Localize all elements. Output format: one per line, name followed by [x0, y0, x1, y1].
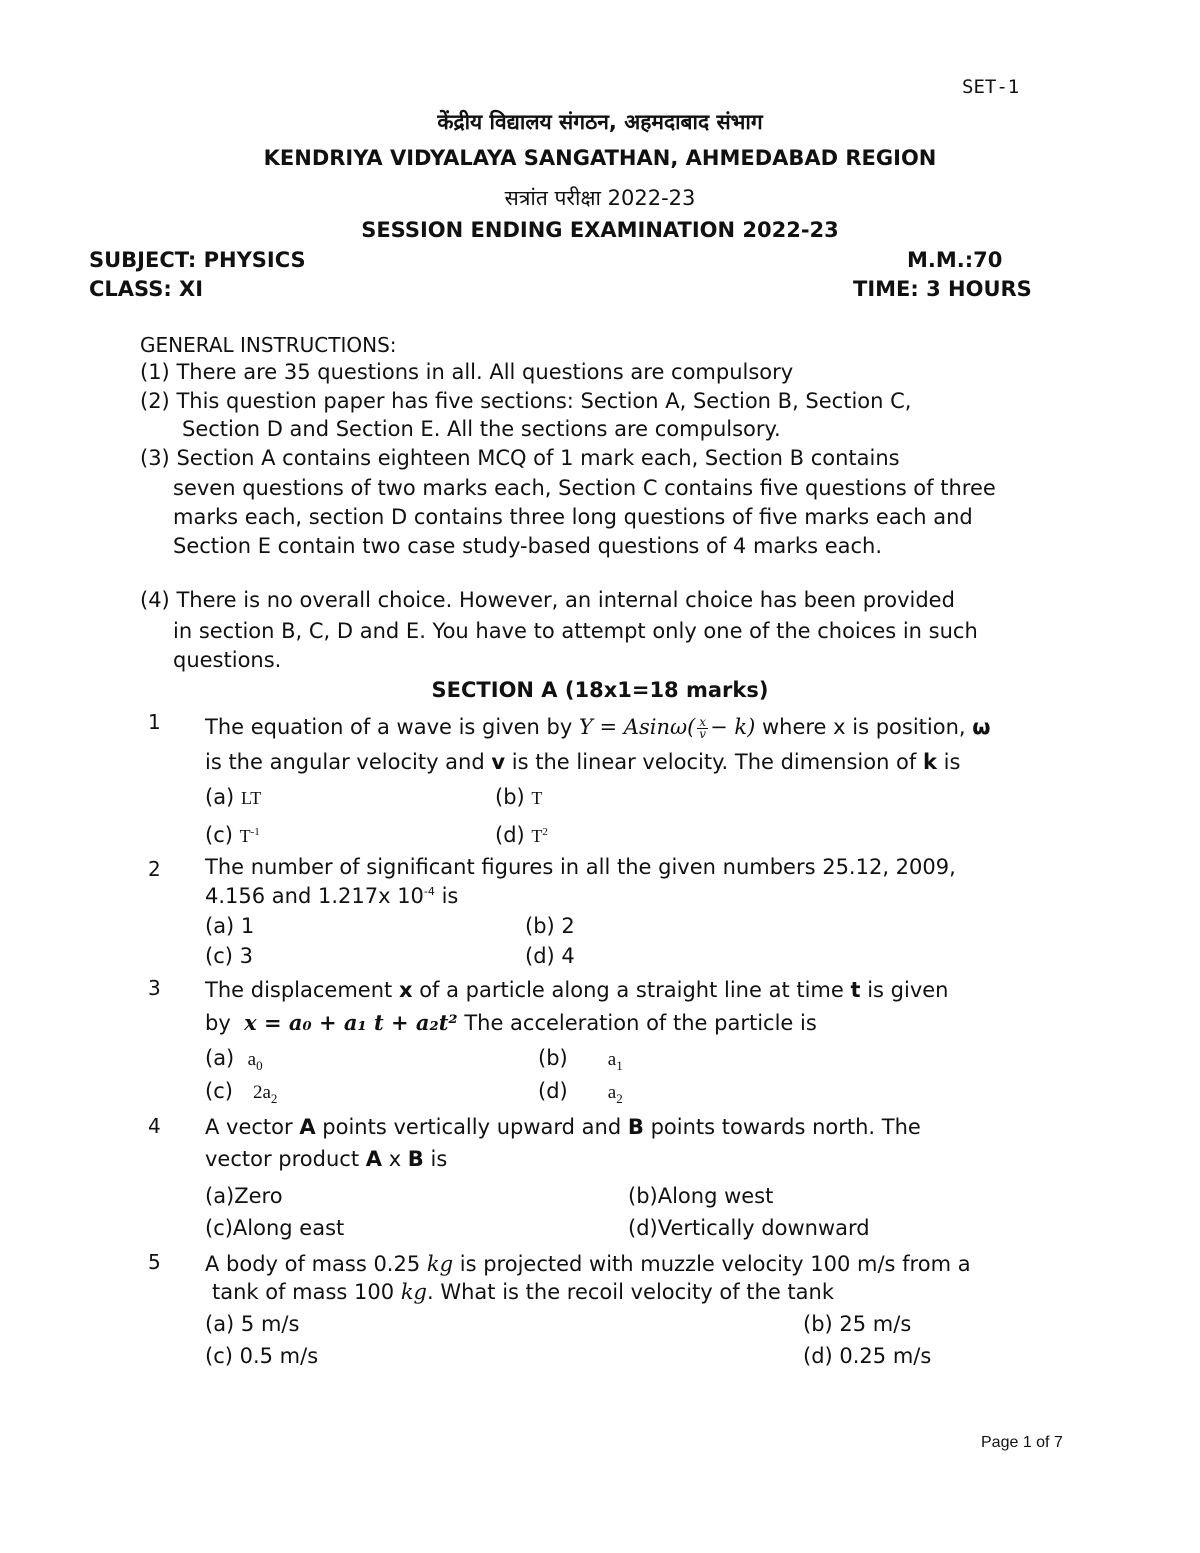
question-number: 4 [148, 1114, 161, 1138]
instruction-4-cont: in section B, C, D and E. You have to attempt only one of the choices in such questions. [173, 619, 978, 672]
question-text: The displacement [205, 978, 393, 1002]
equation-lhs: Y = Asinω( [578, 715, 696, 739]
question-4-line-1 [205, 1115, 921, 1139]
instructions-title: GENERAL INSTRUCTIONS: [140, 333, 397, 357]
question-2-line-2 [205, 884, 458, 908]
question-text: is given [867, 978, 949, 1002]
option-subscript: 1 [616, 1057, 623, 1073]
max-marks: M.M.:70 [907, 248, 1003, 272]
question-text: The acceleration of the particle is [464, 1011, 817, 1035]
vector-a: A [299, 1115, 316, 1139]
question-text: is [943, 750, 961, 774]
question-number: 1 [148, 710, 161, 734]
option-value: T [531, 788, 543, 808]
option-value: T [239, 826, 251, 846]
question-5-line-2 [212, 1280, 834, 1304]
option-d [538, 1079, 623, 1107]
vector-a: A [365, 1147, 383, 1171]
option-a [205, 1046, 263, 1074]
fraction-denominator: v [699, 727, 707, 741]
section-a-title: SECTION A (18x1=18 marks) [431, 678, 769, 702]
question-4-line-2 [205, 1147, 447, 1171]
time: TIME: 3 HOURS [853, 277, 1032, 301]
option-a: (a)Zero [205, 1184, 283, 1208]
question-1-line-1 [205, 715, 991, 740]
option-value: LT [240, 788, 262, 808]
question-text: is [430, 1147, 448, 1171]
option-value: a [607, 1082, 617, 1103]
instruction-text: There are 35 questions in all. All questions are compulsory [176, 360, 794, 384]
question-2-line-1: The number of significant figures in all the given numbers 25.12, 2009, [205, 855, 956, 879]
option-label: (c) [205, 823, 233, 847]
option-value: a [607, 1049, 617, 1070]
option-b [538, 1046, 623, 1074]
question-text: A vector [205, 1115, 293, 1139]
question-text: points towards north. The [650, 1115, 921, 1139]
option-subscript: 2 [616, 1090, 623, 1106]
option-label: (a) [205, 785, 235, 809]
option-b [495, 785, 542, 809]
option-value: 2a [252, 1082, 271, 1103]
cross-symbol: x [382, 1147, 408, 1171]
option-c [205, 823, 260, 847]
question-text: is the angular velocity and [205, 750, 485, 774]
class: CLASS: XI [89, 277, 204, 301]
question-text: of a particle along a straight line at time [419, 978, 844, 1002]
page-number: Page 1 of 7 [981, 1434, 1063, 1451]
option-c: (c) 3 [205, 944, 253, 968]
instruction-text: Section A contains eighteen MCQ of 1 mark each, Section B contains [176, 446, 900, 470]
instruction-2-cont: Section D and Section E. All the sections are compulsory. [182, 417, 781, 441]
question-text: points vertically upward and [322, 1115, 622, 1139]
option-d: (d)Vertically downward [628, 1216, 870, 1240]
instruction-3 [140, 446, 900, 470]
option-superscript: -1 [250, 826, 260, 838]
option-value: a [247, 1049, 257, 1070]
option-d: (d) 0.25 m/s [803, 1344, 932, 1368]
question-text: A body of mass 0.25 [205, 1252, 421, 1276]
omega-symbol: ω [972, 715, 991, 739]
question-text: where x is position, [761, 715, 966, 739]
displacement-equation: x = a₀ + a₁ t + a₂t² [244, 1010, 458, 1035]
question-text: is projected with muzzle velocity 100 m/s from a [459, 1252, 971, 1276]
question-1-line-2 [205, 750, 960, 774]
vector-b: B [407, 1147, 424, 1171]
question-number: 3 [148, 976, 161, 1000]
unit-kg: kg [426, 1252, 454, 1276]
equation-rhs: − k) [710, 715, 756, 739]
option-superscript: 2 [542, 826, 548, 838]
subject: SUBJECT: PHYSICS [89, 248, 306, 272]
v-symbol: v [491, 750, 506, 774]
option-c: (c) 0.5 m/s [205, 1344, 319, 1368]
option-c: (c)Along east [205, 1216, 345, 1240]
question-text: is [434, 884, 459, 908]
option-b: (b)Along west [628, 1184, 774, 1208]
option-label: (b) [538, 1046, 568, 1070]
instruction-num: (2) [140, 389, 170, 413]
question-text: by [205, 1011, 231, 1035]
hindi-exam-title: सत्रांत परीक्षा 2022-23 [504, 186, 696, 210]
question-number: 5 [148, 1250, 161, 1274]
set-label: SET-1 [962, 76, 1020, 98]
instruction-1 [140, 360, 793, 384]
fraction-numerator: x [699, 715, 707, 729]
question-text: . What is the recoil velocity of the tank [427, 1280, 834, 1304]
question-text: is the linear velocity. The dimension of [511, 750, 917, 774]
unit-kg: kg [400, 1280, 427, 1304]
vector-b: B [627, 1115, 644, 1139]
instruction-num: (3) [140, 446, 170, 470]
instruction-num: (4) [140, 588, 170, 612]
option-label: (b) [495, 785, 525, 809]
option-label: (a) [205, 1046, 235, 1070]
wave-equation [579, 715, 755, 739]
instruction-2 [140, 389, 911, 413]
question-text: 4.156 and 1.217x 10 [205, 884, 424, 908]
option-a [205, 785, 261, 809]
instruction-num: (1) [140, 360, 170, 384]
option-c [205, 1079, 277, 1107]
t-symbol: t [850, 978, 861, 1002]
option-value: T [531, 826, 543, 846]
hindi-org-title: केंद्रीय विद्यालय संगठन, अहमदाबाद संभाग [437, 110, 763, 134]
exponent: -4 [423, 885, 435, 898]
fraction [697, 717, 708, 740]
option-d: (d) 4 [525, 944, 575, 968]
instruction-3-cont: seven questions of two marks each, Section C contains five questions of three marks each, section D contains three long questions of five marks each and Section E contain two case study-based questions of 4 marks each. [173, 476, 996, 558]
question-3-line-2 [205, 1010, 817, 1035]
instruction-text: This question paper has five sections: Section A, Section B, Section C, [176, 389, 912, 413]
option-subscript: 2 [270, 1090, 278, 1106]
option-label: (d) [538, 1079, 568, 1103]
question-text: The equation of a wave is given by [205, 715, 573, 739]
question-5-line-1 [205, 1252, 971, 1276]
question-3-line-1 [205, 978, 949, 1002]
org-title: KENDRIYA VIDYALAYA SANGATHAN, AHMEDABAD REGION [263, 146, 937, 170]
question-text: tank of mass 100 [212, 1280, 395, 1304]
option-a: (a) 5 m/s [205, 1312, 300, 1336]
option-label: (c) [205, 1079, 233, 1103]
option-a: (a) 1 [205, 914, 255, 938]
option-b: (b) 25 m/s [803, 1312, 912, 1336]
option-label: (d) [495, 823, 525, 847]
option-d [495, 823, 548, 847]
option-subscript: 0 [256, 1057, 263, 1073]
k-symbol: k [922, 750, 937, 774]
question-number: 2 [148, 857, 161, 881]
instruction-text: There is no overall choice. However, an internal choice has been provided [176, 588, 955, 612]
instruction-4 [140, 588, 955, 612]
question-text: vector product [205, 1147, 360, 1171]
option-b: (b) 2 [525, 914, 575, 938]
exam-title: SESSION ENDING EXAMINATION 2022-23 [361, 218, 839, 242]
x-symbol: x [398, 978, 413, 1002]
